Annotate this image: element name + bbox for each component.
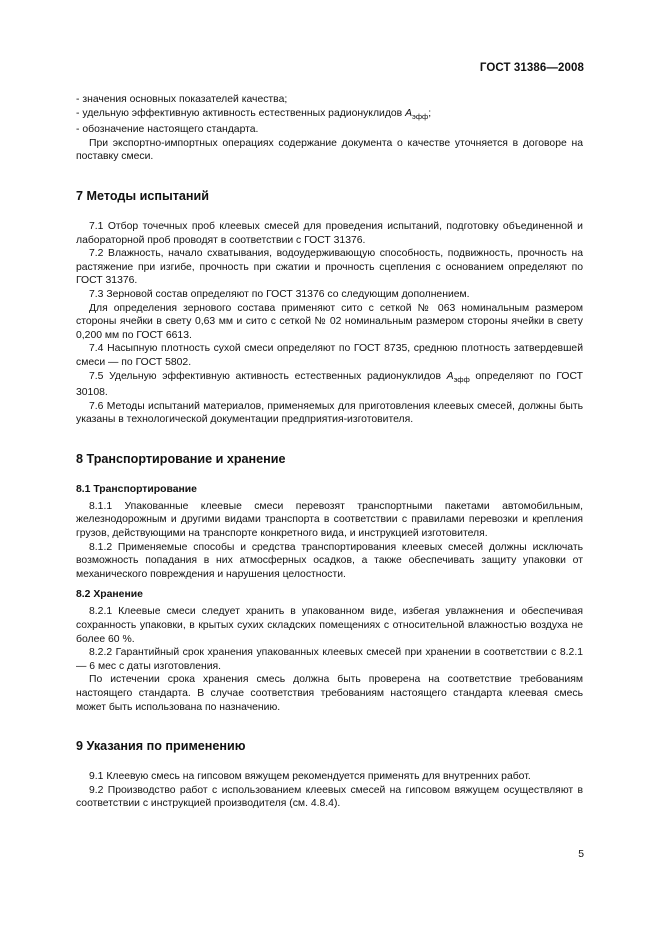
paragraph-7-2: 7.2 Влажность, начало схватывания, водоудерживающую способность, подвижность, прочность на растяжение при изгибе, прочность при сжатии и прочность сцепления с основанием определяют по ГОСТ 31376.	[76, 248, 583, 287]
intro-line-2	[76, 107, 583, 124]
paragraph-8-2-2: 8.2.2 Гарантийный срок хранения упакованных клеевых смесей при хранении в соответствии с 8.2.1 — 6 мес с даты изготовления.	[76, 647, 583, 672]
symbol-a: A	[405, 107, 413, 119]
paragraph-9-1: 9.1 Клеевую смесь на гипсовом вяжущем рекомендуется применять для внутренних работ.	[89, 771, 531, 783]
intro-line-2-end: ;	[428, 107, 432, 119]
paragraph-7-5-end: определяют по ГОСТ 30108.	[76, 370, 583, 399]
paragraph-7-4: 7.4 Насыпную плотность сухой смеси определяют по ГОСТ 8735, среднюю плотность затвердевшей смеси — по ГОСТ 5802.	[76, 343, 583, 368]
section-9-title: 9 Указания по применению	[76, 739, 246, 754]
intro-line-4: При экспортно-импортных операциях содержание документа о качестве уточняется в договоре на поставку смеси.	[76, 137, 583, 163]
paragraph-7-1: 7.1 Отбор точечных проб клеевых смесей для проведения испытаний, подготовку объединенной и лабораторной проб проводят в соответствии с ГОСТ 31376.	[76, 220, 583, 246]
page-content	[76, 93, 583, 811]
paragraph-7-5	[76, 370, 583, 400]
symbol-a-2: A	[446, 370, 454, 382]
subsection-8-1-title: 8.1 Транспортирование	[76, 483, 197, 495]
paragraph-8-1-2: 8.1.2 Применяемые способы и средства транспортирования клеевых смесей должны исключать возможность попадания в них атмосферных осадков, а также обеспечивать защиту упаковки от механического повреждения и нарушения целостности.	[76, 541, 583, 580]
paragraph-8-2-1: 8.2.1 Клеевые смеси следует хранить в упакованном виде, избегая увлажнения и обеспечивая сохранность упаковки, в крытых сухих складских помещениях с относительной влажностью воздуха не более 60 %.	[76, 606, 583, 645]
subsection-8-2-title: 8.2 Хранение	[76, 589, 143, 601]
paragraph-7-3-addition: Для определения зернового состава применяют сито с сеткой № 063 номинальным размером стороны ячейки в свету 0,63 мм и сито с сеткой № 02 номинальным размером стороны ячейки в свету 0,200 мм по ГОСТ 6613.	[76, 302, 583, 341]
paragraph-8-1-1: 8.1.1 Упакованные клеевые смеси перевозят транспортными пакетами автомобильным, железнодорожным и другими видами транспорта в соответствии с правилами перевозки и крепления грузов, действующими на транспорте конкретного вида, и инструкцией изготовителя.	[76, 500, 583, 540]
intro-line-1: - значения основных показателей качества;	[76, 94, 288, 105]
paragraph-9-2: 9.2 Производство работ с использованием клеевых смесей на гипсовом вяжущем осуществляют в соответствии с инструкцией производителя (см. 4.8.4).	[76, 784, 583, 810]
paragraph-7-6: 7.6 Методы испытаний материалов, применяемых для приготовления клеевых смесей, должны быть указаны в технологической документации предприятия-изготовителя.	[76, 400, 583, 426]
paragraph-8-2-2-continued: По истечении срока хранения смесь должна быть проверена на соответствие требованиям настоящего стандарта. В случае соответствия требованиям настоящего стандарта клеевая смесь может быть использована по назначению.	[76, 674, 583, 713]
paragraph-7-5-text: 7.5 Удельную эффективную активность естественных радионуклидов	[89, 370, 447, 382]
symbol-subscript: эфф	[412, 111, 429, 121]
section-8-title: 8 Транспортирование и хранение	[76, 451, 286, 466]
section-7-title: 7 Методы испытаний	[76, 188, 209, 203]
intro-line-2-text: - удельную эффективную активность естественных радионуклидов	[76, 107, 406, 119]
document-header: ГОСТ 31386—2008	[479, 62, 584, 74]
paragraph-7-3: 7.3 Зерновой состав определяют по ГОСТ 31376 со следующим дополнением.	[89, 288, 470, 300]
page-number: 5	[578, 849, 584, 860]
symbol-subscript-2: эфф	[453, 374, 470, 384]
intro-line-3: - обозначение настоящего стандарта.	[76, 124, 259, 136]
